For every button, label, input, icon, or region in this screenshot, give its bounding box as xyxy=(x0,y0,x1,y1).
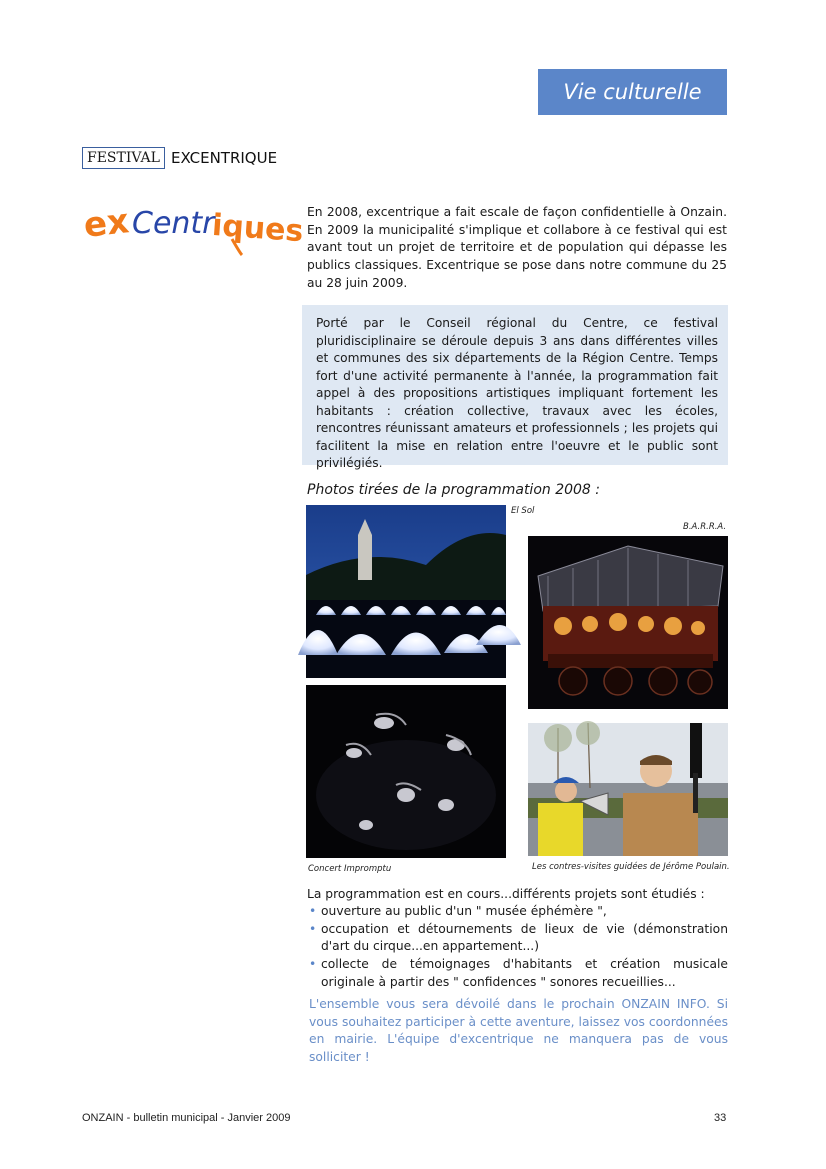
programme-list xyxy=(307,903,728,992)
programme-section xyxy=(307,885,728,992)
page-number: 33 xyxy=(714,1112,727,1124)
caption-barra: B.A.R.R.A. xyxy=(683,522,727,532)
excentriques-logo xyxy=(81,195,305,257)
programme-item: • collecte de témoignages d'habitants et création musicale originale à partir des " confidences " sonores recueillies... xyxy=(307,956,728,991)
photo-concert-impromptu xyxy=(306,685,506,858)
article-heading xyxy=(82,143,277,173)
photo-contres-visites xyxy=(528,723,728,856)
caption-el-sol: El Sol xyxy=(511,506,535,516)
highlight-text: Porté par le Conseil régional du Centre, ce festival pluridisciplinaire se déroule depuis 3 ans dans différentes villes et communes des six départements de la Région Centre. Temps fort d'une activité permanente à l'année, la programmation fait appel à des propositions artistiques impliquant fortement les habitants : création collective, travaux avec les écoles, rencontres réunissant amateurs et professionnels ; les projets qui facilitent la mise en relation entre l'oeuvre et le public sont privilégiés. xyxy=(316,316,718,470)
svg-text:Centr: Centr xyxy=(132,206,215,241)
section-banner: Vie culturelle xyxy=(538,69,727,115)
closing-paragraph: L'ensemble vous sera dévoilé dans le prochain ONZAIN INFO. Si vous souhaitez participer à cette aventure, laissez vos coordonnées en mairie. L'équipe d'excentrique ne manquera pas de vous solliciter ! xyxy=(309,997,728,1064)
programme-item: • occupation et détournements de lieux de vie (démonstration d'art du cirque...en appartement...) xyxy=(307,921,728,956)
programme-lead: La programmation est en cours...différents projets sont étudiés : xyxy=(307,887,705,901)
photo-barra xyxy=(528,536,728,709)
photo-el-sol xyxy=(306,505,506,678)
svg-text:iques: iques xyxy=(210,207,305,250)
caption-concert-impromptu: Concert Impromptu xyxy=(308,864,392,874)
caption-contres-visites: Les contres-visites guidées de Jérôme Poulain. xyxy=(532,862,730,872)
programme-item: • ouverture au public d'un " musée éphémère ", xyxy=(307,903,728,921)
festival-tag: FESTIVAL xyxy=(82,147,165,169)
footer-publication: ONZAIN - bulletin municipal - Janvier 2009 xyxy=(82,1112,291,1124)
excentriques-logo-art xyxy=(81,195,305,257)
highlight-box xyxy=(302,305,728,470)
article-title: EXCENTRIQUE xyxy=(170,149,278,167)
svg-text:ex: ex xyxy=(81,201,131,246)
photos-title: Photos tirées de la programmation 2008 : xyxy=(307,482,601,498)
intro-paragraph: En 2008, excentrique a fait escale de façon confidentielle à Onzain. En 2009 la municipalité s'implique et collabore à ce festival qui est avant tout un projet de territoire et de population qui dépasse les publics classiques. Excentrique se pose dans notre commune du 25 au 28 juin 2009. xyxy=(307,205,727,290)
